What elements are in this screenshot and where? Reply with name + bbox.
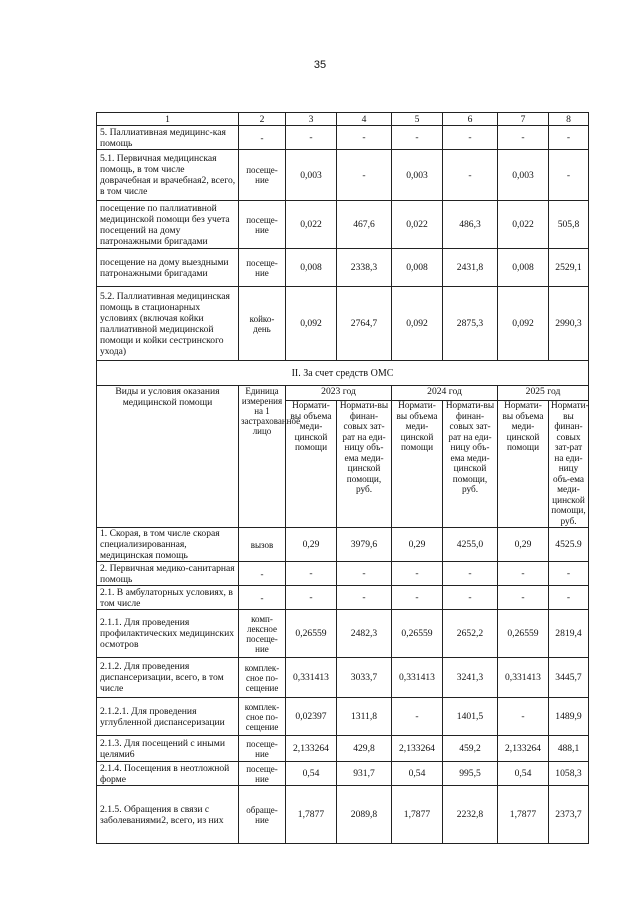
cell: 3241,3 (443, 658, 498, 698)
cell: - (392, 586, 443, 610)
header-norm-volume: Нормати-вы объема меди-цинской помощи (498, 401, 549, 528)
cell: 0,54 (498, 762, 549, 786)
row-unit: посеще-ние (239, 150, 286, 201)
cell: 0,022 (392, 201, 443, 249)
col-num-4: 4 (337, 113, 392, 126)
cell: - (549, 126, 589, 150)
cell: 2990,3 (549, 287, 589, 361)
cell: - (498, 586, 549, 610)
cell: 1,7877 (286, 786, 337, 844)
cell: 0,54 (286, 762, 337, 786)
row-unit: - (239, 126, 286, 150)
cell: - (337, 586, 392, 610)
cell: - (337, 150, 392, 201)
cell: 0,092 (392, 287, 443, 361)
cell: - (549, 586, 589, 610)
row-name: 5.1. Первичная медицинская помощь, в том числе доврачебная и врачебная2, всего, в том числе (97, 150, 239, 201)
row-unit: - (239, 586, 286, 610)
cell: - (498, 562, 549, 586)
row-unit: посеще-ние (239, 201, 286, 249)
header-norm-volume: Нормати-вы объема меди-цинской помощи (392, 401, 443, 528)
cell: 1058,3 (549, 762, 589, 786)
row-name: 2.1.4. Посещения в неотложной форме (97, 762, 239, 786)
cell: 0,022 (286, 201, 337, 249)
cell: 0,54 (392, 762, 443, 786)
row-name: 5. Паллиативная медицинс-кая помощь (97, 126, 239, 150)
page-number: 35 (313, 59, 327, 71)
table-row (97, 249, 589, 287)
cell: 2,133264 (498, 736, 549, 762)
cell: - (498, 126, 549, 150)
cell: 3033,7 (337, 658, 392, 698)
cell: 2652,2 (443, 610, 498, 658)
cell: 2482,3 (337, 610, 392, 658)
cell: - (392, 698, 443, 736)
col-num-2: 2 (239, 113, 286, 126)
cell: - (337, 126, 392, 150)
cell: 429,8 (337, 736, 392, 762)
col-num-1: 1 (97, 113, 239, 126)
cell: 2875,3 (443, 287, 498, 361)
row-name: 1. Скорая, в том числе скорая специализированная, медицинская помощь (97, 528, 239, 562)
cell: 2764,7 (337, 287, 392, 361)
table-row (97, 562, 589, 586)
cell: 459,2 (443, 736, 498, 762)
row-unit: комплек-сное по-сещение (239, 658, 286, 698)
cell: - (392, 126, 443, 150)
row-name: 2.1.2. Для проведения диспансеризации, всего, в том числе (97, 658, 239, 698)
cell: - (286, 562, 337, 586)
table-row (97, 201, 589, 249)
row-name: посещение по паллиативной медицинской помощи без учета посещений на дому патронажными бригадами (97, 201, 239, 249)
cell: 995,5 (443, 762, 498, 786)
cell: 0,331413 (392, 658, 443, 698)
row-unit: посеще-ние (239, 736, 286, 762)
row-unit: комп-лексное посеще-ние (239, 610, 286, 658)
cell: 2232,8 (443, 786, 498, 844)
cell: 2,133264 (286, 736, 337, 762)
row-name: 2.1.3. Для посещений с иными целями6 (97, 736, 239, 762)
table-row (97, 658, 589, 698)
row-name: посещение на дому выездными патронажными бригадами (97, 249, 239, 287)
table-row (97, 698, 589, 736)
cell: 0,331413 (286, 658, 337, 698)
cell: - (286, 126, 337, 150)
cell: 0,022 (498, 201, 549, 249)
cell: 1401,5 (443, 698, 498, 736)
cell: - (337, 562, 392, 586)
header-norm-finance: Нормати-вы финан-совых зат-рат на еди-ницу объ-ема меди-цинской помощи, руб. (549, 401, 589, 528)
cell: 2529,1 (549, 249, 589, 287)
row-unit: обраще-ние (239, 786, 286, 844)
table-row (97, 528, 589, 562)
cell: 0,26559 (392, 610, 443, 658)
cell: 0,003 (286, 150, 337, 201)
cell: 0,26559 (498, 610, 549, 658)
cell: - (392, 562, 443, 586)
col-num-7: 7 (498, 113, 549, 126)
cell: 2819,4 (549, 610, 589, 658)
table-row (97, 786, 589, 844)
row-unit: посеще-ние (239, 762, 286, 786)
cell: - (549, 150, 589, 201)
row-name: 2.1.2.1. Для проведения углубленной диспансеризации (97, 698, 239, 736)
cell: 931,7 (337, 762, 392, 786)
header-norm-finance: Нормати-вы финан-совых зат-рат на еди-ницу объ-ема меди-цинской помощи, руб. (337, 401, 392, 528)
cell: 0,29 (392, 528, 443, 562)
cell: 2,133264 (392, 736, 443, 762)
cell: - (286, 586, 337, 610)
row-unit: комплек-сное по-сещение (239, 698, 286, 736)
col-num-3: 3 (286, 113, 337, 126)
row-name: 2.1.1. Для проведения профилактических медицинских осмотров (97, 610, 239, 658)
cell: 0,331413 (498, 658, 549, 698)
table-row (97, 287, 589, 361)
cell: 3979,6 (337, 528, 392, 562)
cell: 0,092 (286, 287, 337, 361)
cell: 488,1 (549, 736, 589, 762)
col-num-5: 5 (392, 113, 443, 126)
cell: 0,02397 (286, 698, 337, 736)
cell: 0,092 (498, 287, 549, 361)
row-unit: посеще-ние (239, 249, 286, 287)
table-row (97, 126, 589, 150)
row-unit: - (239, 562, 286, 586)
cell: - (549, 562, 589, 586)
cell: 4525.9 (549, 528, 589, 562)
header-row-years (97, 386, 589, 401)
section-row (97, 361, 589, 386)
cell: 1,7877 (498, 786, 549, 844)
cell: 0,008 (286, 249, 337, 287)
row-unit: койко-день (239, 287, 286, 361)
col-num-6: 6 (443, 113, 498, 126)
norms-table (96, 112, 589, 844)
table-row (97, 762, 589, 786)
header-norm-finance: Нормати-вы финан-совых зат-рат на еди-ницу объ-ема меди-цинской помощи, руб. (443, 401, 498, 528)
row-name: 2. Первичная медико-санитарная помощь (97, 562, 239, 586)
cell: - (443, 586, 498, 610)
cell: 486,3 (443, 201, 498, 249)
cell: 2089,8 (337, 786, 392, 844)
row-unit: вызов (239, 528, 286, 562)
cell: 2338,3 (337, 249, 392, 287)
cell: 2431,8 (443, 249, 498, 287)
cell: 0,003 (498, 150, 549, 201)
table-row (97, 610, 589, 658)
table-row (97, 736, 589, 762)
header-year-2023: 2023 год (286, 386, 392, 401)
cell: - (443, 562, 498, 586)
cell: 505,8 (549, 201, 589, 249)
cell: - (443, 150, 498, 201)
cell: 1489,9 (549, 698, 589, 736)
header-norm-volume: Нормати-вы объема меди-цинской помощи (286, 401, 337, 528)
col-num-8: 8 (549, 113, 589, 126)
cell: 1311,8 (337, 698, 392, 736)
cell: 2373,7 (549, 786, 589, 844)
header-unit: Единица измерения на 1 застрахованное лицо (239, 386, 286, 528)
cell: 0,29 (286, 528, 337, 562)
cell: 0,26559 (286, 610, 337, 658)
table-row (97, 586, 589, 610)
cell: 1,7877 (392, 786, 443, 844)
cell: 0,29 (498, 528, 549, 562)
section-title: II. За счет средств ОМС (97, 361, 589, 386)
cell: 0,008 (392, 249, 443, 287)
header-year-2025: 2025 год (498, 386, 589, 401)
cell: 4255,0 (443, 528, 498, 562)
cell: 0,003 (392, 150, 443, 201)
cell: - (498, 698, 549, 736)
header-year-2024: 2024 год (392, 386, 498, 401)
cell: 0,008 (498, 249, 549, 287)
column-number-row (97, 113, 589, 126)
cell: 467,6 (337, 201, 392, 249)
row-name: 5.2. Паллиативная медицинская помощь в стационарных условиях (включая койки паллиативной медицинской помощи и койки сестринского ухода) (97, 287, 239, 361)
cell: - (443, 126, 498, 150)
header-kinds: Виды и условия оказания медицинской помощи (97, 386, 239, 528)
row-name: 2.1. В амбулаторных условиях, в том числе (97, 586, 239, 610)
cell: 3445,7 (549, 658, 589, 698)
row-name: 2.1.5. Обращения в связи с заболеваниями2, всего, из них (97, 786, 239, 844)
table-row (97, 150, 589, 201)
